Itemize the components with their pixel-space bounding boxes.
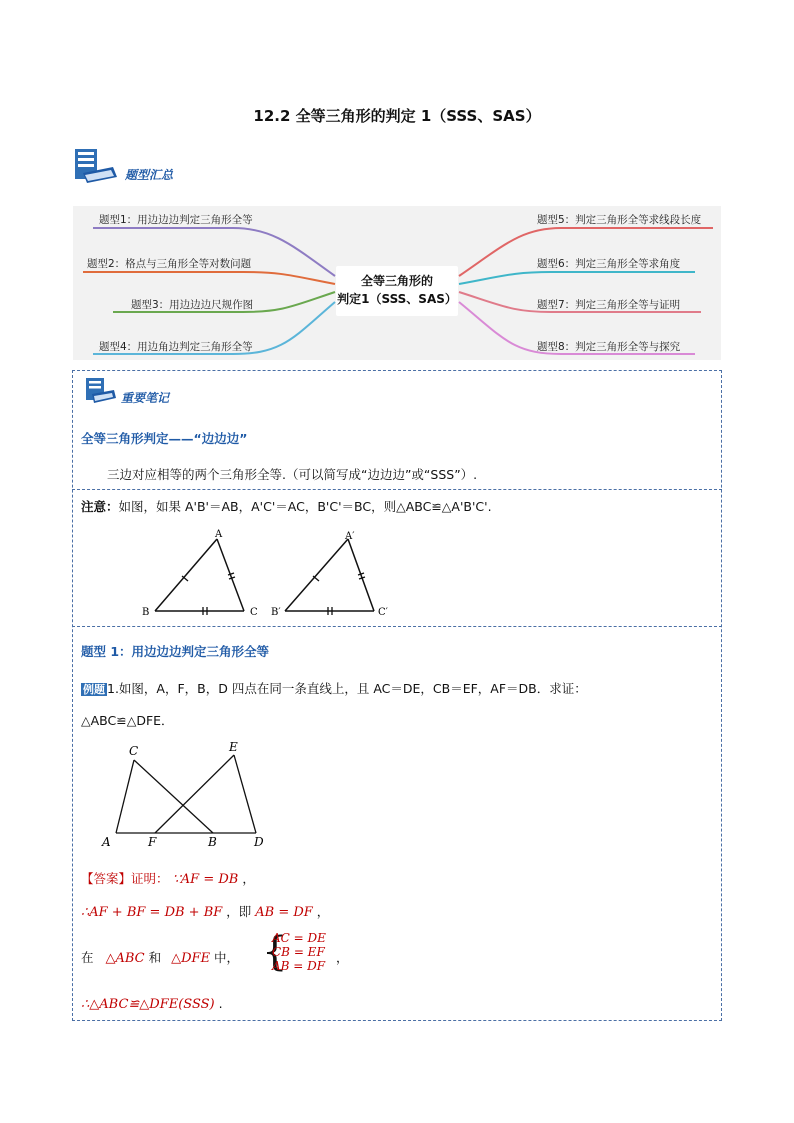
fig2-label-f: F [148,835,157,849]
answer-line4 [81,996,223,1012]
answer-l2-mid: ，即 [226,904,252,919]
answer-line2 [81,902,329,920]
type1-heading: 题型 1：用边边边判定三角形全等 [81,644,270,659]
problem-line1: 1.如图，A，F，B，D 四点在同一条直线上，且 AC＝DE，CB＝EF，AF＝DB．求证： [107,681,587,696]
answer-l3-in: 中， [214,950,240,965]
answer-l4-math: ∴△ABC≌△DFE(SSS) [81,997,215,1012]
fig1-label-b: B [142,607,150,618]
answer-l1-math: ∵AF = DB [172,872,239,887]
mindmap-item-2: 题型2：格点与三角形全等对数问题 [87,258,252,270]
note-line [81,497,492,515]
fig1-label-b2: B′ [271,607,281,618]
mindmap-item-3: 题型3：用边边边尺规作图 [131,299,254,311]
system-eq-2: CB = EF [272,945,325,959]
fig2-label-e: E [229,740,238,754]
answer-l3-and: 和 [148,950,162,965]
answer-system [272,931,326,973]
fig1-label-c: C [250,607,258,618]
divider [72,489,722,490]
fig2-label-d: D [254,835,264,849]
answer-l3-pre: 在 [81,950,94,965]
answer-l2-math2: AB = DF [255,905,313,920]
system-eq-1: AC = DE [272,931,326,945]
mindmap-item-6: 题型6：判定三角形全等求角度 [537,258,681,270]
answer-l2-math: ∴AF + BF = DB + BF [81,905,223,920]
sss-heading: 全等三角形判定——“边边边” [81,431,248,446]
fig1-label-a: A [215,529,223,540]
answer-l4-tail: . [218,996,223,1011]
notes-label: 重要笔记 [121,391,170,405]
mindmap-item-7: 题型7：判定三角形全等与证明 [537,299,681,311]
answer-l3-t2: △DFE [171,951,211,966]
note-prefix: 注意： [81,499,119,514]
fig2-label-c: C [129,744,139,758]
answer-l3-t1: △ABC [105,951,145,966]
mindmap-item-8: 题型8：判定三角形全等与探究 [537,341,681,353]
problem-figure [96,740,276,852]
answer-l1-tail: ， [242,871,255,886]
congruent-triangles-figure [140,527,410,622]
summary-label: 题型汇总 [125,168,174,182]
mindmap-item-5: 题型5：判定三角形全等求线段长度 [537,214,702,226]
answer-lead: 证明： [131,871,169,886]
page-title: 12.2 全等三角形的判定 1（SSS、SAS） [253,107,541,125]
sss-definition: 三边对应相等的两个三角形全等.（可以简写成“边边边”或“SSS”）. [107,467,478,482]
mindmap-center-line1: 全等三角形的 [360,274,433,288]
notes-icon [84,376,118,406]
mindmap-center [336,266,458,316]
fig1-label-c2: C′ [378,607,388,618]
divider-2 [72,626,722,627]
fig1-label-a2: A′ [345,531,355,542]
fig2-label-b: B [208,835,217,849]
book-icon [73,147,119,187]
fig2-label-a: A [102,835,111,849]
system-eq-3: AB = DF [272,959,326,973]
mindmap-center-line2: 判定1（SSS、SAS） [337,292,457,306]
example-tag: 例题 [83,683,105,696]
mindmap-item-1: 题型1：用边边边判定三角形全等 [99,214,253,226]
mindmap-item-4: 题型4：用边角边判定三角形全等 [99,341,253,353]
note-text: 如图，如果 A'B'＝AB，A'C'＝AC，B'C'＝BC，则△ABC≌△A'B'C'. [118,499,492,514]
equation-brace: { [262,929,288,975]
answer-l2-tail: ， [316,904,330,919]
answer-line3 [81,948,239,966]
answer-line1 [81,869,255,887]
problem-line2: △ABC≌△DFE． [81,713,174,728]
topic-mindmap [73,206,721,360]
answer-tag: 【答案】 [81,871,132,886]
example-problem [81,679,587,697]
answer-l3-tail: ， [336,950,349,965]
